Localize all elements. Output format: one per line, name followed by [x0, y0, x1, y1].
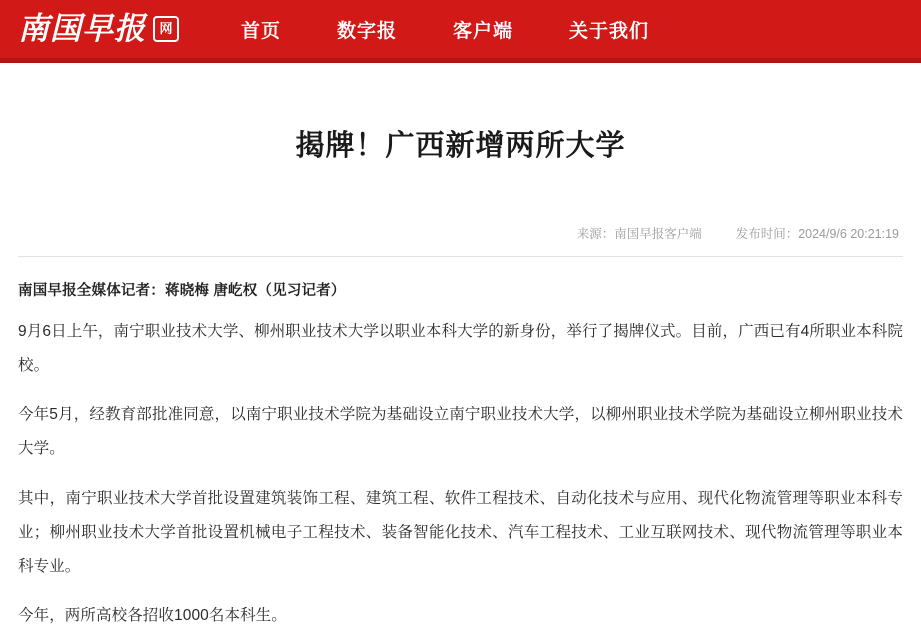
article-paragraph-4: 今年，两所高校各招收1000名本科生。 — [18, 607, 287, 624]
article-container — [0, 123, 921, 633]
site-logo[interactable] — [18, 6, 179, 52]
header-underline — [0, 58, 921, 63]
meta-divider — [18, 256, 903, 257]
nav-item-digital-paper[interactable]: 数字报 — [337, 20, 398, 42]
article-publish-time: 发布时间：2024/9/6 20:21:19 — [735, 227, 899, 241]
article-byline: 南国早报全媒体记者：蒋晓梅 唐屹权（见习记者） — [18, 283, 346, 299]
article-paragraph-1: 9月6日上午，南宁职业技术大学、柳州职业技术大学以职业本科大学的新身份，举行了揭牌仪式。目前，广西已有4所职业本科院校。 — [18, 322, 903, 374]
article-source: 来源：南国早报客户端 — [576, 227, 702, 241]
page-title: 揭牌！广西新增两所大学 — [295, 130, 626, 162]
main-navigation — [213, 0, 677, 58]
logo-text: 南国早报 — [18, 10, 146, 47]
article-paragraph-3: 其中，南宁职业技术大学首批设置建筑装饰工程、建筑工程、软件工程技术、自动化技术与应用、现代化物流管理等职业本科专业；柳州职业技术大学首批设置机械电子工程技术、装备智能化技术、汽车工程技术、工业互联网技术、现代物流管理等职业本科专业。 — [18, 489, 903, 575]
article-paragraph-2: 今年5月，经教育部批准同意，以南宁职业技术学院为基础设立南宁职业技术大学，以柳州职业技术学院为基础设立柳州职业技术大学。 — [18, 406, 903, 457]
nav-item-about-us[interactable]: 关于我们 — [569, 20, 650, 42]
logo-badge-icon: 网 — [153, 16, 179, 42]
nav-item-home[interactable]: 首页 — [241, 20, 282, 42]
site-header — [0, 0, 921, 58]
article-meta — [18, 224, 903, 242]
nav-item-app[interactable]: 客户端 — [453, 20, 514, 42]
